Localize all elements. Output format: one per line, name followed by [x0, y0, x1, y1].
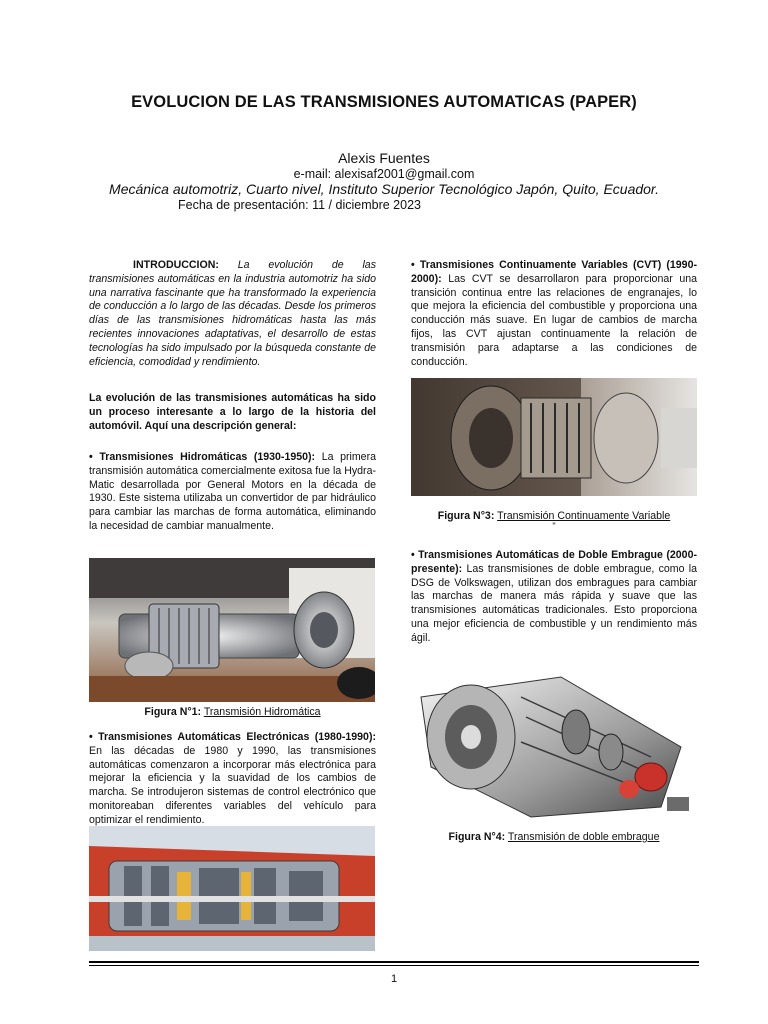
intro-text: La evolución de las transmisiones automáticas en la industria automotriz ha sido una narrativa fascinante que ha transformado la experiencia de conducción a lo largo de las décadas. Desde los primeros días de las transmisiones hidromáticas hasta las más recientes innovaciones adaptativas, el desarrollo de estas tecnologías ha sido impulsado por la búsqueda constante de eficiencia, comodidad y rendimiento. — [89, 259, 376, 368]
presentation-date: Fecha de presentación: 11 / diciembre 2023 — [178, 198, 421, 212]
dct-paragraph — [411, 549, 697, 646]
figure-3-title: Transmisión Continuamente Variable — [497, 510, 671, 522]
figure-2-image — [89, 826, 375, 951]
elec-paragraph — [89, 731, 376, 828]
intro-paragraph — [89, 259, 376, 369]
figure-4-caption — [411, 831, 697, 843]
figure-1-label: Figura N°1: — [144, 706, 202, 718]
author-affiliation: Mecánica automotriz, Cuarto nivel, Instituto Superior Tecnológico Japón, Quito, Ecuador. — [109, 181, 659, 197]
figure-4-title: Transmisión de doble embrague — [507, 831, 660, 843]
dct-text: Las transmisiones de doble embrague, como la DSG de Volkswagen, utilizan dos embragues para cambiar las marchas de manera más rápida y suave que las transmisiones automáticas tradicionales. Esto proporciona una mejor eficiencia de combustible y un rendimiento más ágil. — [411, 562, 697, 644]
elec-heading: • Transmisiones Automáticas Electrónicas (1980-1990): — [89, 731, 376, 743]
overview-paragraph — [89, 392, 376, 433]
figure-3-label: Figura N°3: — [437, 510, 495, 522]
figure-4-image — [411, 657, 694, 823]
cvt-paragraph — [411, 259, 697, 369]
figure-1-caption — [89, 706, 376, 718]
figure-1-image — [89, 558, 375, 702]
hidro-heading: • Transmisiones Hidromáticas (1930-1950): — [89, 451, 316, 463]
paper-title: EVOLUCION DE LAS TRANSMISIONES AUTOMATICAS (PAPER) — [131, 93, 637, 111]
author-email: e-mail: alexisaf2001@gmail.com — [293, 167, 475, 181]
intro-heading: INTRODUCCION: — [133, 259, 219, 271]
figure-4-label: Figura N°4: — [448, 831, 506, 843]
figure-3-image — [411, 378, 697, 496]
hidro-text: La primera transmisión automática comercialmente exitosa fue la Hydra-Matic desarrollada por General Motors en la década de 1930. Este sistema utilizaba un convertidor de par hidráulico para cambiar las marchas de forma automática, eliminando la necesidad de cambiar manualmente. — [89, 451, 376, 532]
footer-rule-thick — [89, 961, 699, 963]
dct-heading: • Transmisiones Automáticas de Doble Embrague (2000-presente): — [411, 549, 697, 575]
cvt-heading: • Transmisiones Continuamente Variables (CVT) (1990-2000): — [411, 259, 697, 285]
overview-text: La evolución de las transmisiones automáticas ha sido un proceso interesante a lo largo de la historia del automóvil. Aquí una descripción general: — [89, 392, 376, 432]
author-name: Alexis Fuentes — [338, 150, 430, 166]
elec-text: En las décadas de 1980 y 1990, las transmisiones automáticas comenzaron a incorporar más electrónica para mejorar la eficiencia y la suavidad de los cambios de marcha. Se introdujeron sistemas de control electrónico que monitoreaban diferentes variables del vehículo para optimizar el rendimiento. — [89, 744, 376, 826]
cvt-text: Las CVT se desarrollaron para proporcionar una transición continua entre las relaciones de engranajes, lo que mejora la eficiencia del combustible y proporciona una conducción más suave. En lugar de cambios de marcha fijos, las CVT ajustan continuamente la relación de transmisión para adaptarse a las condiciones de conducción. — [411, 272, 697, 368]
page-number: 1 — [390, 973, 398, 985]
figure-3-quote-mark: " — [552, 521, 556, 531]
figure-1-title: Transmisión Hidromática — [203, 706, 321, 718]
hidro-paragraph — [89, 451, 376, 534]
footer-rule-thin — [89, 965, 699, 966]
